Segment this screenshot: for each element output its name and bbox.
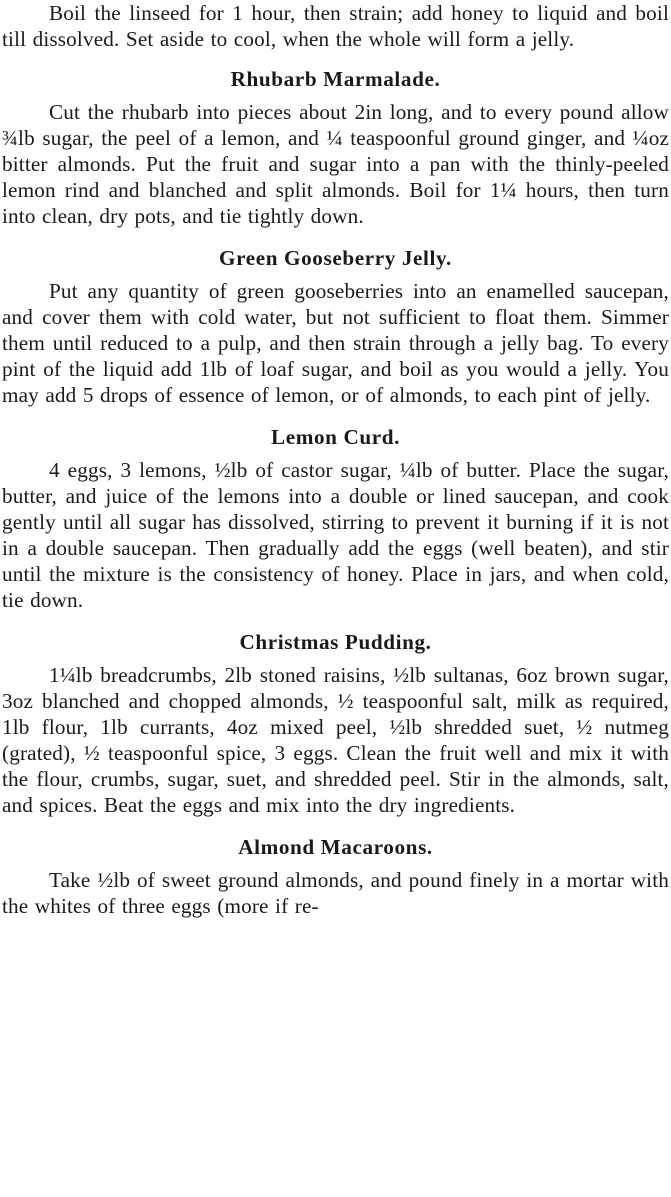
recipe-green-gooseberry-jelly <box>2 245 669 408</box>
recipe-title: Almond Macaroons. <box>238 835 433 859</box>
recipe-rhubarb-marmalade <box>2 66 669 229</box>
recipe-christmas-pudding <box>2 629 669 818</box>
recipe-title: Christmas Pudding. <box>239 630 432 654</box>
recipe-body: Take ½lb of sweet ground almonds, and pound finely in a mortar with the whites of three eggs (more if re- <box>2 868 669 918</box>
recipe-title: Green Gooseberry Jelly. <box>219 246 452 270</box>
recipe-title: Rhubarb Marmalade. <box>230 67 441 91</box>
recipe-body: Put any quantity of green gooseberries into an enamelled saucepan, and cover them with cold water, but not sufficient to float them. Simmer them until reduced to a pulp, and then strain through a jelly bag. To every pint of the liquid add 1lb of loaf sugar, and boil as you would a jelly. You may add 5 drops of essence of lemon, or of almonds, to each pint of jelly. <box>2 279 669 407</box>
recipe-body: Cut the rhubarb into pieces about 2in long, and to every pound allow ¾lb sugar, the peel of a lemon, and ¼ teaspoonful ground ginger, and ¼oz bitter almonds. Put the fruit and sugar into a pan with the thinly-peeled lemon rind and blanched and split almonds. Boil for 1¼ hours, then turn into clean, dry pots, and tie tightly down. <box>2 100 669 228</box>
intro-paragraph: Boil the linseed for 1 hour, then strain; add honey to liquid and boil till dissolved. Set aside to cool, when the whole will form a jelly. <box>2 1 669 51</box>
recipe-lemon-curd <box>2 424 669 613</box>
recipe-almond-macaroons <box>2 834 669 919</box>
recipe-title: Lemon Curd. <box>270 425 401 449</box>
recipe-body: 4 eggs, 3 lemons, ½lb of castor sugar, ¼lb of butter. Place the sugar, butter, and juice of the lemons into a double or lined saucepan, and cook gently until all sugar has dissolved, stirring to prevent it burning if it is not in a double saucepan. Then gradually add the eggs (well beaten), and stir until the mixture is the consistency of honey. Place in jars, and when cold, tie down. <box>2 458 669 612</box>
recipe-body: 1¼lb breadcrumbs, 2lb stoned raisins, ½lb sultanas, 6oz brown sugar, 3oz blanched and chopped almonds, ½ teaspoonful salt, milk as required, 1lb flour, 1lb currants, 4oz mixed peel, ½lb shredded suet, ½ nutmeg (grated), ½ teaspoonful spice, 3 eggs. Clean the fruit well and mix it with the flour, crumbs, sugar, suet, and shredded peel. Stir in the almonds, salt, and spices. Beat the eggs and mix into the dry ingredients. <box>2 663 669 817</box>
